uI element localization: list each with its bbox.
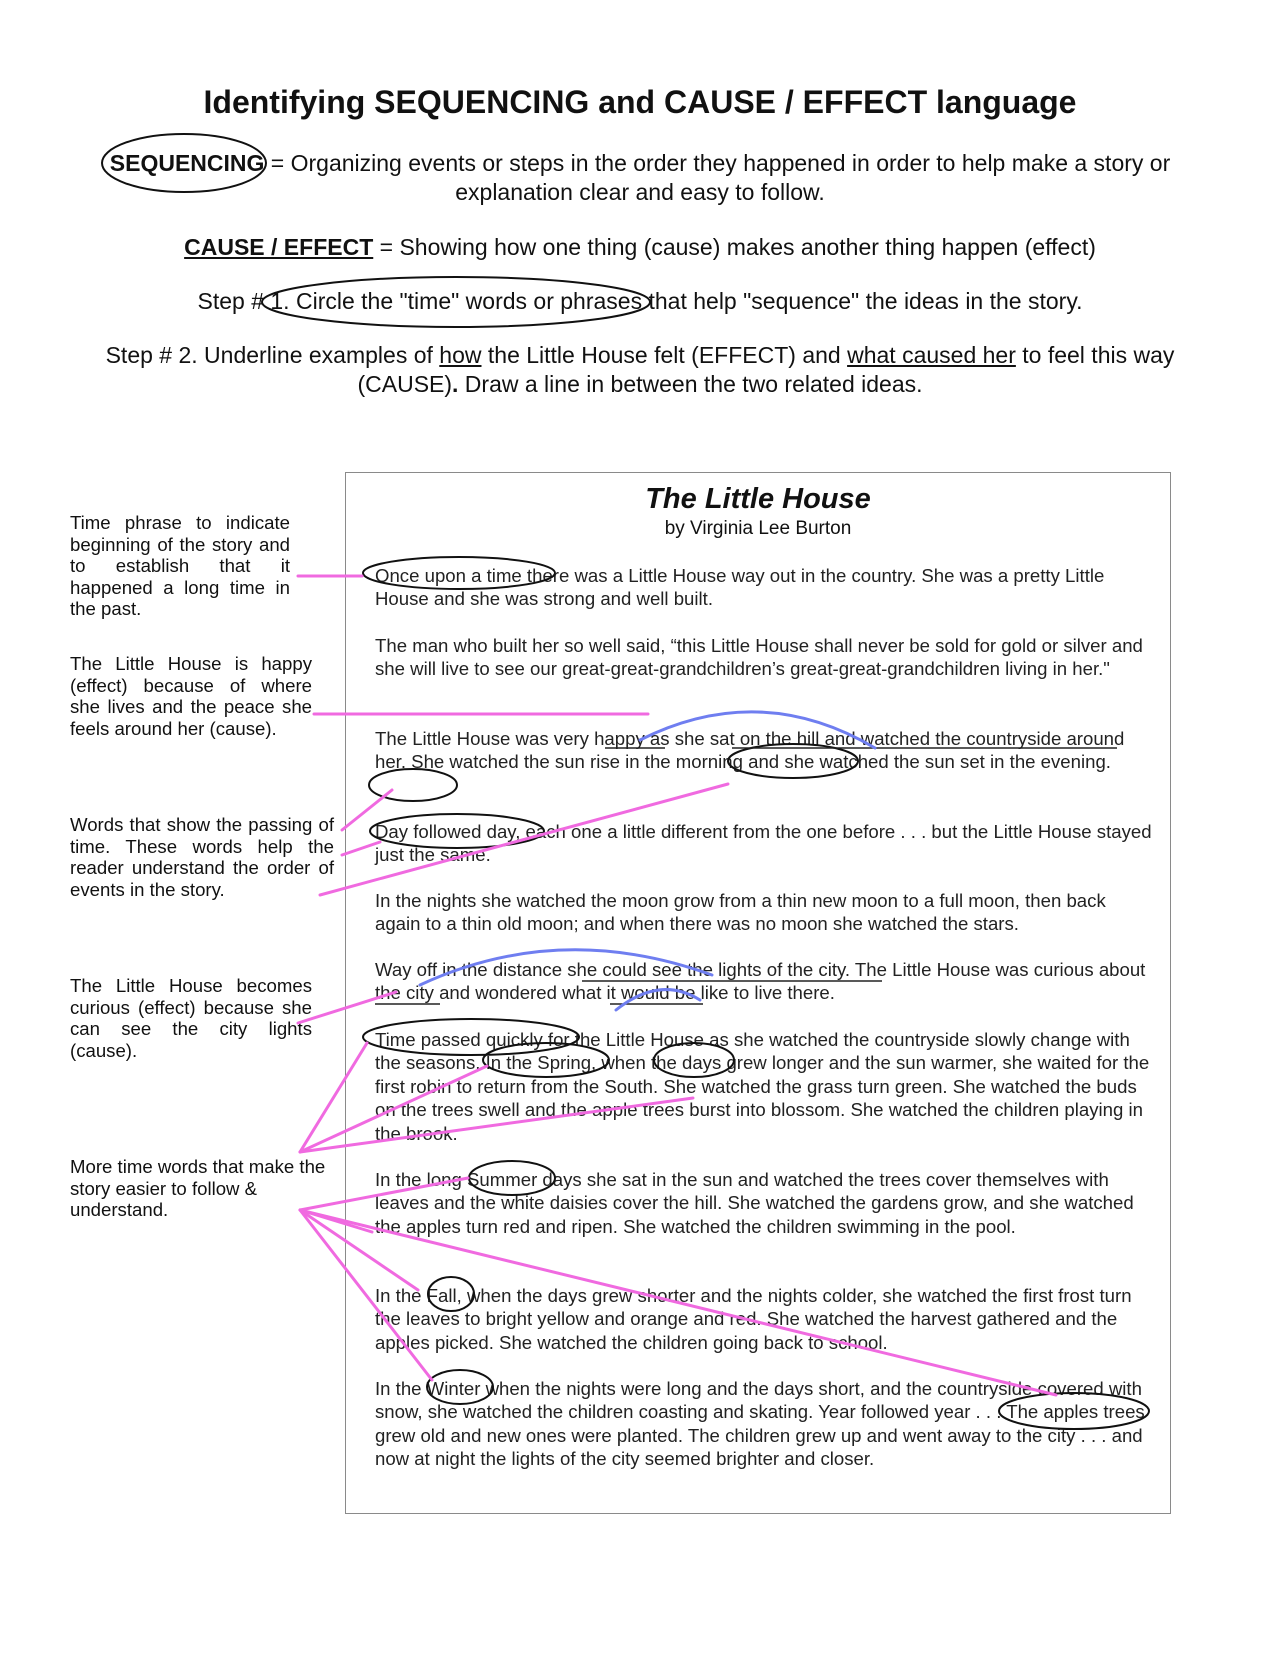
story-paragraph: The man who built her so well said, “this Little House shall never be sold for gold or silver and she will live to see our great-great-grandchildren’s great-great-grandchildren living in her."	[375, 635, 1143, 680]
story-paragraph: The Little House was very happy as she sat on the hill and watched the countryside around her. She watched the sun rise in the morning and she watched the sun set in the evening.	[375, 728, 1125, 773]
story-paragraph: Day followed day, each one a little different from the one before . . . but the Little House stayed just the same.	[375, 821, 1152, 866]
step-1-instruction	[90, 287, 1190, 316]
step2-dot: .	[452, 371, 459, 397]
story-paragraph: Once upon a time there was a Little House way out in the country. She was a pretty Little House and she was strong and well built.	[375, 565, 1105, 610]
story-paragraph: In the nights she watched the moon grow from a thin new moon to a full moon, then back again to a thin old moon; and when there was no moon she watched the stars.	[375, 890, 1106, 935]
story-paragraph: Time passed quickly for the Little House as she watched the countryside slowly change with the seasons. In the Spring, when the days grew longer and the sun warmer, she waited for the first robin to return from the South. She watched the grass turn green. She watched the buds on the trees swell and the apple trees burst into blossom. She watched the children playing in the brook.	[375, 1029, 1150, 1144]
story-paragraph: In the long Summer days she sat in the sun and watched the trees cover themselves with leaves and the white daisies cover the hill. She watched the gardens grow, and she watched the apples turn red and ripen. She watched the children swimming in the pool.	[375, 1169, 1134, 1237]
page-title: Identifying SEQUENCING and CAUSE / EFFECT language	[203, 84, 1077, 120]
cause-effect-definition	[90, 233, 1190, 262]
margin-note-passing-time: Words that show the passing of time. These words help the reader understand the order of events in the story.	[70, 814, 334, 900]
story-author: by Virginia Lee Burton	[664, 518, 852, 539]
step2-end: to feel this way (CAUSE)	[357, 342, 1175, 397]
sequencing-definition	[90, 149, 1190, 207]
margin-note-curious: The Little House becomes curious (effect) because she can see the city lights (cause).	[70, 975, 312, 1061]
cause-effect-def-text: = Showing how one thing (cause) makes another thing happen (effect)	[379, 234, 1096, 260]
story-paragraph: Way off in the distance she could see the lights of the city. The Little House was curious about the city and wondered what it would be like to live there.	[375, 959, 1146, 1004]
story-paragraph: In the Fall, when the days grew shorter and the nights colder, she watched the first frost turn the leaves to bright yellow and orange and red. She watched the harvest gathered and the apples picked. She watched the children going back to school.	[375, 1285, 1132, 1353]
sequencing-def-text: = Organizing events or steps in the order they happened in order to help make a story or explanation clear and easy to follow.	[270, 150, 1171, 205]
step2-mid: the Little House felt (EFFECT) and	[481, 342, 848, 368]
step1-prefix: Step # 1.	[197, 288, 296, 314]
margin-note-more-time-words: More time words that make the story easier to follow & understand.	[70, 1156, 326, 1220]
step2-how: how	[439, 342, 482, 368]
story-title: The Little House	[645, 483, 871, 515]
cause-effect-term: CAUSE / EFFECT	[184, 234, 374, 260]
step2-prefix: Step # 2. Underline examples of	[105, 342, 440, 368]
step-2-instruction	[90, 341, 1190, 399]
step2-what-caused: what caused her	[847, 342, 1016, 368]
margin-note-once-upon: Time phrase to indicate beginning of the story and to establish that it happened a long time in the past.	[70, 512, 290, 619]
story-paragraph: In the Winter when the nights were long and the days short, and the countryside covered with snow, she watched the children coasting and skating. Year followed year . . . The apples trees grew old and new ones were planted. The children grew up and went away to the city . . . and now at night the lights of the city seemed brighter and closer.	[375, 1378, 1145, 1470]
step2-draw-line: Draw a line in between the two related ideas.	[458, 371, 923, 397]
step1-circled-text: Circle the "time" words or phrases	[295, 288, 643, 314]
sequencing-term: SEQUENCING	[109, 150, 265, 176]
margin-note-happy: The Little House is happy (effect) because of where she lives and the peace she feels around her (cause).	[70, 653, 312, 739]
step1-suffix: that help "sequence" the ideas in the story.	[642, 288, 1083, 314]
